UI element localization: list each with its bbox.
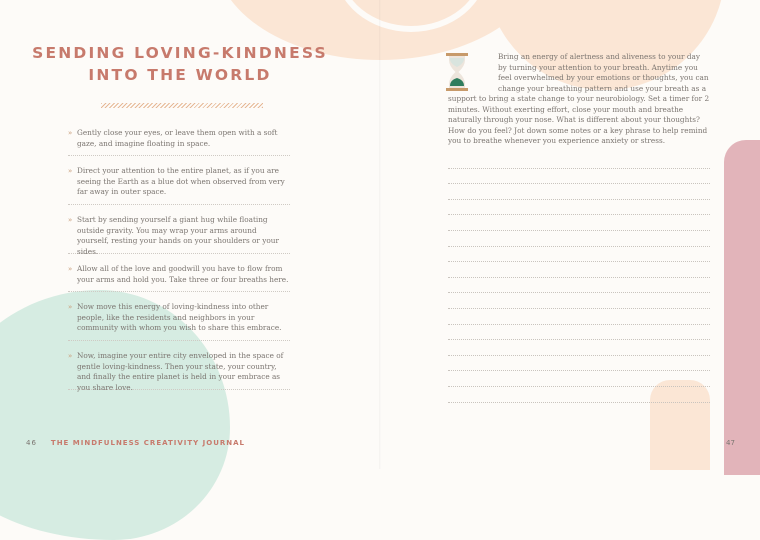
writing-line[interactable] <box>448 293 710 309</box>
left-footer <box>26 439 245 447</box>
list-item <box>68 128 290 156</box>
list-item <box>68 166 290 205</box>
writing-line[interactable] <box>448 247 710 263</box>
step-text: Gently close your eyes, or leave them open with a soft gaze, and imagine floating in space. <box>77 128 278 148</box>
writing-line[interactable] <box>448 262 710 278</box>
chevron-bullet-icon: » <box>68 129 73 137</box>
writing-line[interactable] <box>448 387 710 403</box>
writing-line[interactable] <box>448 153 710 169</box>
chevron-bullet-icon: » <box>68 167 73 175</box>
list-item <box>68 264 290 292</box>
step-text: Direct your attention to the entire planet, as if you are seeing the Earth as a blue dot when observed from very far away in outer space. <box>77 166 285 197</box>
intro-paragraph <box>448 52 710 147</box>
list-item <box>68 302 290 341</box>
writing-line[interactable] <box>448 200 710 216</box>
journal-title: THE MINDFULNESS CREATIVITY JOURNAL <box>50 439 246 447</box>
writing-line[interactable] <box>448 356 710 372</box>
chevron-bullet-icon: » <box>68 216 73 224</box>
writing-line[interactable] <box>448 184 710 200</box>
step-text: Allow all of the love and goodwill you have to flow from your arms and hold you. Take three or four breaths here. <box>77 264 289 284</box>
step-text: Start by sending yourself a giant hug while floating outside gravity. You may wrap your arms around yourself, resting your hands on your shoulders or your sides. <box>77 215 279 256</box>
writing-line[interactable] <box>448 278 710 294</box>
writing-line[interactable] <box>448 309 710 325</box>
chevron-bullet-icon: » <box>68 352 73 360</box>
title-divider <box>101 103 263 108</box>
list-item <box>68 215 290 254</box>
instruction-list <box>68 128 290 400</box>
writing-line[interactable] <box>448 231 710 247</box>
writing-line[interactable] <box>448 169 710 185</box>
chevron-bullet-icon: » <box>68 303 73 311</box>
page-title: SENDING LOVING-KINDNESS INTO THE WORLD <box>32 44 328 84</box>
page-number-left: 46 <box>26 439 37 447</box>
writing-lines[interactable] <box>448 153 710 403</box>
writing-line[interactable] <box>448 325 710 341</box>
decorative-rose-bar <box>724 140 760 475</box>
writing-line[interactable] <box>448 371 710 387</box>
page-number-right: 47 <box>726 439 735 447</box>
step-text: Now move this energy of loving-kindness into other people, like the residents and neighbors in your community with whom you wish to share this embrace. <box>77 302 282 333</box>
icon-wrap-space <box>448 52 498 94</box>
page-gutter <box>379 0 381 469</box>
writing-line[interactable] <box>448 340 710 356</box>
list-item <box>68 351 290 390</box>
chevron-bullet-icon: » <box>68 265 73 273</box>
intro-text: Bring an energy of alertness and aliveness to your day by turning your attention to your breath. Anytime you feel overwhelmed by your emotions or thoughts, you can change your breathing pattern and use your breath as a support to bring a state change to your neurobiology. Set a timer for 2 minutes. Without exerting effort, close your mouth and breathe naturally through your nose. What is different about your thoughts? How do you feel? Jot down some notes or a key phrase to help remind you to breathe whenever you experience anxiety or stress. <box>448 52 710 145</box>
writing-line[interactable] <box>448 215 710 231</box>
step-text: Now, imagine your entire city enveloped in the space of gentle loving-kindness. Then your state, your country, and finally the entire planet is held in your embrace as you share love. <box>77 351 284 392</box>
